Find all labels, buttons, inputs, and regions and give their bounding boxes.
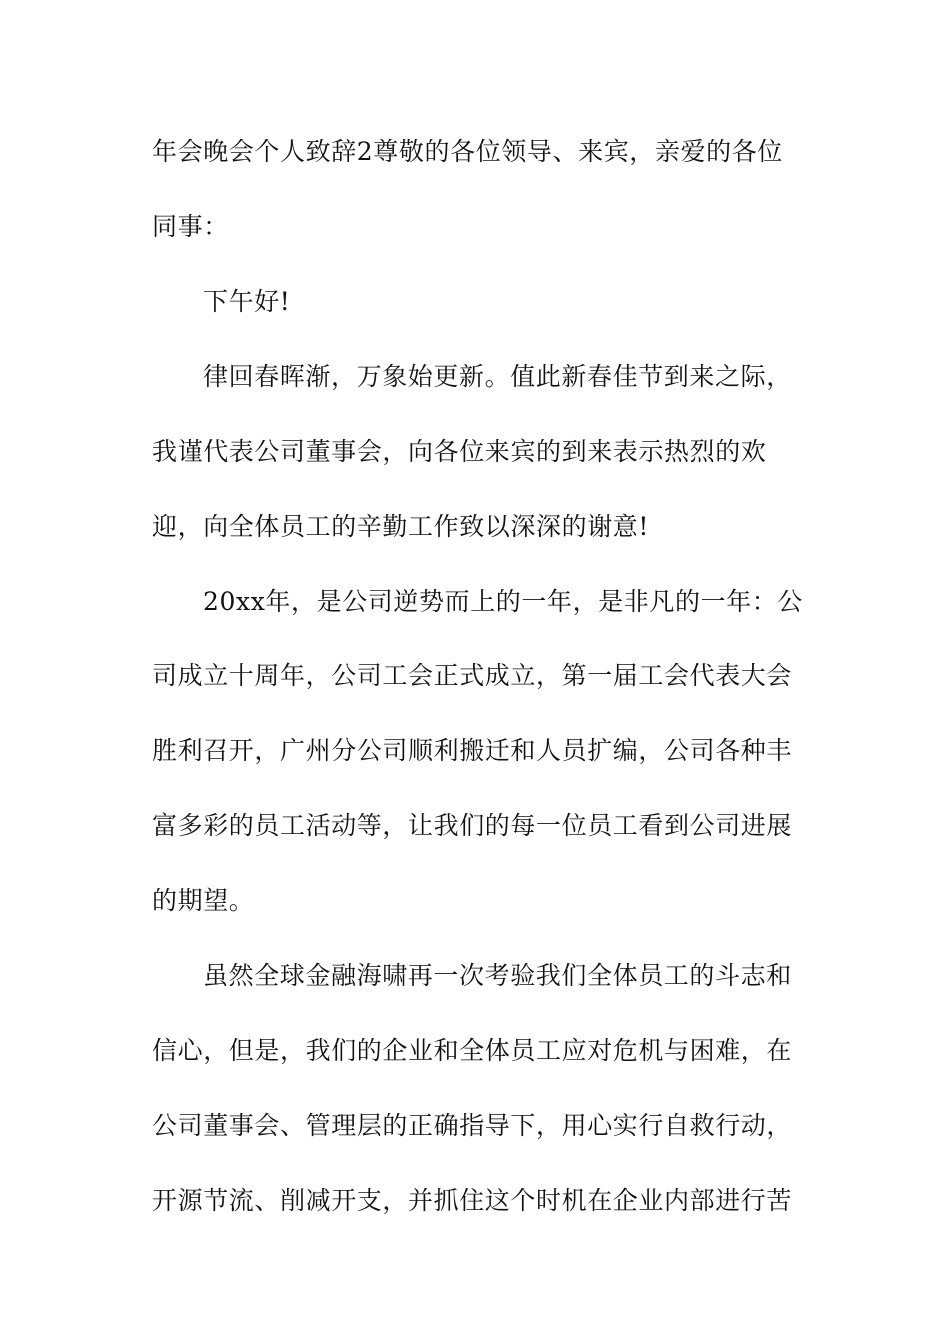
- text-line: 虽然全球金融海啸再一次考验我们全体员工的斗志和: [203, 961, 792, 990]
- text-line: 下午好!: [203, 287, 291, 316]
- text-line: 信心，但是，我们的企业和全体员工应对危机与困难，在: [152, 1036, 793, 1065]
- text-line: 开源节流、削减开支，并抓住这个时机在企业内部进行苦: [152, 1186, 793, 1215]
- text-line: 迎，向全体员工的辛勤工作致以深深的谢意!: [152, 512, 650, 541]
- text-line: 我谨代表公司董事会，向各位来宾的到来表示热烈的欢: [152, 437, 767, 466]
- text-line: 公司董事会、管理层的正确指导下，用心实行自救行动，: [152, 1111, 793, 1140]
- text-line: 富多彩的员工活动等，让我们的每一位员工看到公司进展: [152, 811, 793, 840]
- text-line: 的期望。: [152, 886, 255, 915]
- text-line: 司成立十周年，公司工会正式成立，第一届工会代表大会: [152, 661, 793, 690]
- text-line: 律回春晖渐，万象始更新。值此新春佳节到来之际，: [203, 362, 792, 391]
- text-line: 胜利召开，广州分公司顺利搬迁和人员扩编，公司各种丰: [152, 736, 793, 765]
- text-line: 年会晚会个人致辞2尊敬的各位领导、来宾，亲爱的各位: [152, 137, 783, 166]
- text-line: 同事：: [152, 212, 229, 241]
- text-line: 20xx年，是公司逆势而上的一年，是非凡的一年：公: [203, 587, 804, 616]
